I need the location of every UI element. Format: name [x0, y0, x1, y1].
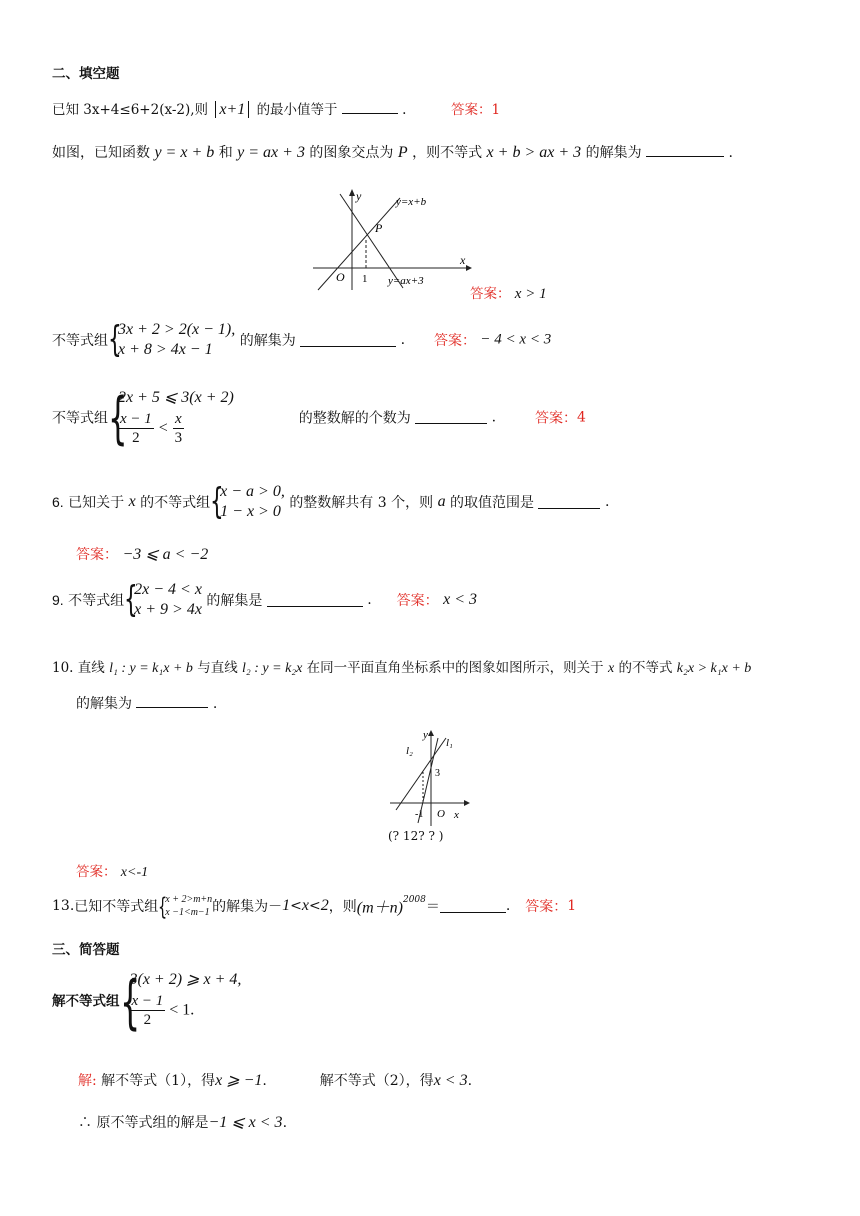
q13-lt1: <: [290, 898, 302, 914]
q3-blank: [300, 334, 396, 347]
q2-text-d: 的解集为: [585, 145, 642, 161]
q13-eq: ＝: [425, 899, 440, 915]
q13-exponent: 2008: [402, 895, 426, 905]
q10-l2: l₂ : y = k₂x: [242, 661, 303, 676]
q13-v2: 2: [320, 897, 329, 914]
question-6: [52, 482, 609, 522]
q1-blank: [342, 101, 398, 114]
q3-suffix: 的解集为: [239, 333, 296, 349]
q4-answer-label: 答案：: [535, 410, 578, 427]
q10-label-neg1: -1: [415, 809, 424, 820]
q2-f1: y = x + b: [154, 144, 215, 161]
q6-text-c: 的整数解共有 3 个，则: [289, 495, 434, 511]
q2-text-b: 的图象交点为: [309, 145, 394, 161]
q10-label-three: 3: [435, 768, 440, 779]
question-4: [52, 386, 586, 451]
q14-solution-label: 解:: [78, 1073, 97, 1089]
q3-answer-label: 答案：: [433, 333, 476, 349]
q4-frac-1: $\frac{x - 1}{2}$: [120, 411, 152, 446]
q6-period: .: [604, 494, 610, 510]
q2-answer-label: 答案：: [470, 286, 511, 302]
q2-ineq: x + b > ax + 3: [486, 144, 582, 161]
q9-suffix: 的解集是: [206, 593, 263, 609]
q10-label-x: x: [454, 809, 459, 821]
q3-system: { 3x + 2 > 2(x − 1), x + 8 > 4x − 1: [108, 319, 236, 360]
q10-answer-value: x<-1: [120, 865, 149, 880]
q2-x-arrow: [466, 265, 472, 271]
q10-x-arrow: [464, 800, 470, 806]
q13-row-2: x −1<m−1: [165, 907, 210, 918]
q2-label-x: x: [460, 253, 466, 267]
q3-prefix: 不等式组: [52, 333, 108, 349]
q2-blank: [646, 144, 724, 157]
q1-answer-label: 答案：: [451, 102, 492, 118]
q4-period: .: [491, 409, 497, 426]
q13-text-a: 已知不等式组: [74, 899, 159, 915]
q10-period: .: [212, 696, 218, 712]
q10-text-d: 的不等式: [618, 660, 673, 676]
question-13: [52, 893, 576, 919]
q13-period: .: [505, 898, 511, 914]
q1-answer-value: 1: [491, 102, 501, 118]
q1-text-a: 已知 3x+4≤6+2(x-2),则: [52, 102, 209, 118]
q2-label-p: P: [375, 221, 383, 235]
q14-solution-b-period: .: [467, 1073, 473, 1089]
q6-answer-label: 答案：: [76, 547, 118, 563]
q9-number: 9.: [52, 592, 64, 608]
q13-number: 13.: [52, 898, 75, 914]
q10-x: x: [607, 661, 615, 676]
q14-final-text: ∴ 原不等式组的解是: [78, 1115, 209, 1131]
q10-answer-label: 答案：: [76, 864, 117, 880]
q10-text-c: 在同一平面直角坐标系中的图象如图所示，则关于: [306, 660, 604, 676]
question-1: [52, 98, 500, 119]
q14-solution-a-math: x ⩾ −1: [215, 1072, 263, 1089]
q10-blank: [136, 695, 208, 708]
q2-label-l2: y=ax+3: [388, 275, 424, 287]
q13-text-c: ，则: [328, 899, 357, 915]
q6-text-d: 的取值范围是: [450, 495, 535, 511]
question-10: [52, 656, 751, 677]
q6-answer: [76, 544, 208, 564]
q10-number: 10.: [52, 660, 74, 676]
q13-expr: (m＋n): [356, 899, 403, 917]
q6-answer-value: −3 ⩽ a < −2: [122, 546, 209, 563]
q10-label-l1: l₁: [446, 737, 453, 749]
q13-x: x: [301, 897, 310, 914]
q9-system: { 2x − 4 < x x + 9 > 4x: [124, 579, 202, 620]
q4-frac-2: $\frac{x}{3}$: [174, 411, 183, 446]
q2-graph: [308, 186, 473, 294]
q13-answer-value: 1: [567, 898, 577, 914]
q13-answer-label: 答案：: [525, 899, 568, 915]
q10-graph: [388, 728, 478, 828]
q14-final-line: [78, 1112, 287, 1132]
q10-label-l2: l₂: [406, 745, 413, 757]
question-14: [52, 968, 242, 1036]
q14-solution-b: 解不等式（2），得: [319, 1073, 434, 1089]
q14-solution-a: 解不等式（1），得: [101, 1073, 216, 1089]
q2-p: P: [397, 144, 408, 161]
section-heading-fill: 二、填空题: [52, 66, 120, 82]
q2-label-o: O: [336, 270, 345, 284]
q10-text-b: 与直线: [197, 660, 238, 676]
q2-answer-value: x > 1: [514, 286, 547, 302]
q4-prefix: 不等式组: [52, 410, 108, 427]
q3-row-2: x + 8 > 4x − 1: [118, 341, 213, 358]
q2-text-c: ，则不等式: [412, 145, 483, 161]
q6-blank: [538, 496, 600, 509]
q1-text-b: 的最小值等于: [256, 102, 338, 118]
q13-blank: [440, 900, 506, 913]
q6-row-2: 1 − x > 0: [220, 503, 281, 520]
q14-final-period: .: [282, 1115, 288, 1131]
q4-row-2: $\frac{x - 1}{2}$ < $\frac{x}{3}$: [120, 411, 183, 446]
q14-solution-a-period: .: [262, 1073, 267, 1089]
q10-ineq: k₂x > k₁x + b: [676, 661, 752, 676]
q10-text-a: 直线: [77, 660, 105, 676]
q3-period: .: [400, 332, 406, 348]
q10-caption: (? 12? ? ): [388, 829, 444, 843]
q14-final-math: −1 ⩽ x < 3: [208, 1114, 283, 1131]
q14-solution-line: [78, 1070, 472, 1090]
q2-f2: y = ax + 3: [237, 144, 305, 161]
q13-system: { x + 2>m+n x −1<m−1: [158, 893, 213, 921]
q9-row-1: 2x − 4 < x: [134, 581, 202, 598]
q10-line-2: [76, 693, 217, 713]
q6-text-b: 的不等式组: [140, 495, 211, 511]
q4-system: { 2x + 5 ⩽ 3(x + 2) $\frac{x - 1}{2}$ < $\frac{x}{3}$: [108, 386, 234, 451]
q4-suffix: 的整数解的个数为: [298, 410, 411, 427]
q2-label-one: 1: [362, 273, 368, 285]
q10-line2-text: 的解集为: [76, 696, 132, 712]
q4-answer-value: 4: [577, 409, 586, 426]
q14-prefix: 解不等式组: [52, 993, 120, 1010]
q14-row-2: $\frac{x - 1}{2}$ < 1.: [131, 993, 195, 1028]
q2-answer: [470, 282, 547, 303]
q6-system: { x − a > 0, 1 − x > 0: [210, 481, 285, 522]
q6-x: x: [128, 493, 136, 510]
q10-l1: l₁ : y = k₁x + b: [109, 661, 193, 676]
q6-row-1: x − a > 0,: [220, 483, 285, 500]
q2-and: 和: [218, 145, 233, 161]
q2-y-arrow: [349, 189, 355, 196]
q9-prefix: 不等式组: [68, 593, 125, 609]
q14-solution-b-math: x < 3: [433, 1072, 468, 1089]
q1-period: .: [402, 102, 407, 118]
q2-label-y: y: [356, 189, 362, 203]
q13-lt2: <: [309, 898, 321, 914]
q9-answer-label: 答案：: [396, 593, 439, 609]
q6-a: a: [437, 493, 446, 510]
q9-blank: [267, 594, 363, 607]
q6-number: 6.: [52, 494, 64, 510]
q9-answer-value: x < 3: [443, 591, 478, 608]
question-2: [52, 142, 733, 162]
q13-row-1: x + 2>m+n: [165, 894, 213, 905]
section-heading-short: 三、简答题: [52, 942, 120, 958]
q14-system: { 3(x + 2) ⩾ x + 4, $\frac{x - 1}{2}$ < 1.: [119, 968, 242, 1036]
q2-period: .: [728, 145, 733, 161]
q14-frac: $\frac{x - 1}{2}$: [131, 993, 164, 1028]
q10-y-arrow: [428, 730, 434, 736]
q2-label-l1: y=x+b: [396, 196, 427, 208]
q2-text-a: 如图，已知函数: [52, 145, 150, 161]
q1-abs: x+1: [215, 101, 249, 118]
question-9: [52, 580, 477, 620]
q13-v1: 1: [282, 897, 291, 914]
q4-row-1: 2x + 5 ⩽ 3(x + 2): [118, 389, 234, 406]
q3-answer-value: − 4 < x < 3: [480, 331, 552, 348]
q4-blank: [415, 411, 487, 424]
q10-answer: [76, 860, 148, 881]
q3-row-1: 3x + 2 > 2(x − 1),: [118, 321, 236, 338]
q10-label-y: y: [423, 729, 428, 741]
q10-label-o: O: [437, 808, 445, 820]
q9-period: .: [367, 592, 372, 608]
q6-text-a: 已知关于: [68, 495, 125, 511]
q14-row-1: 3(x + 2) ⩾ x + 4,: [129, 971, 242, 988]
q2-line-ax3: [340, 194, 403, 288]
q13-text-b: 的解集为－: [212, 899, 283, 915]
question-3: [52, 320, 551, 360]
q9-row-2: x + 9 > 4x: [134, 601, 202, 618]
